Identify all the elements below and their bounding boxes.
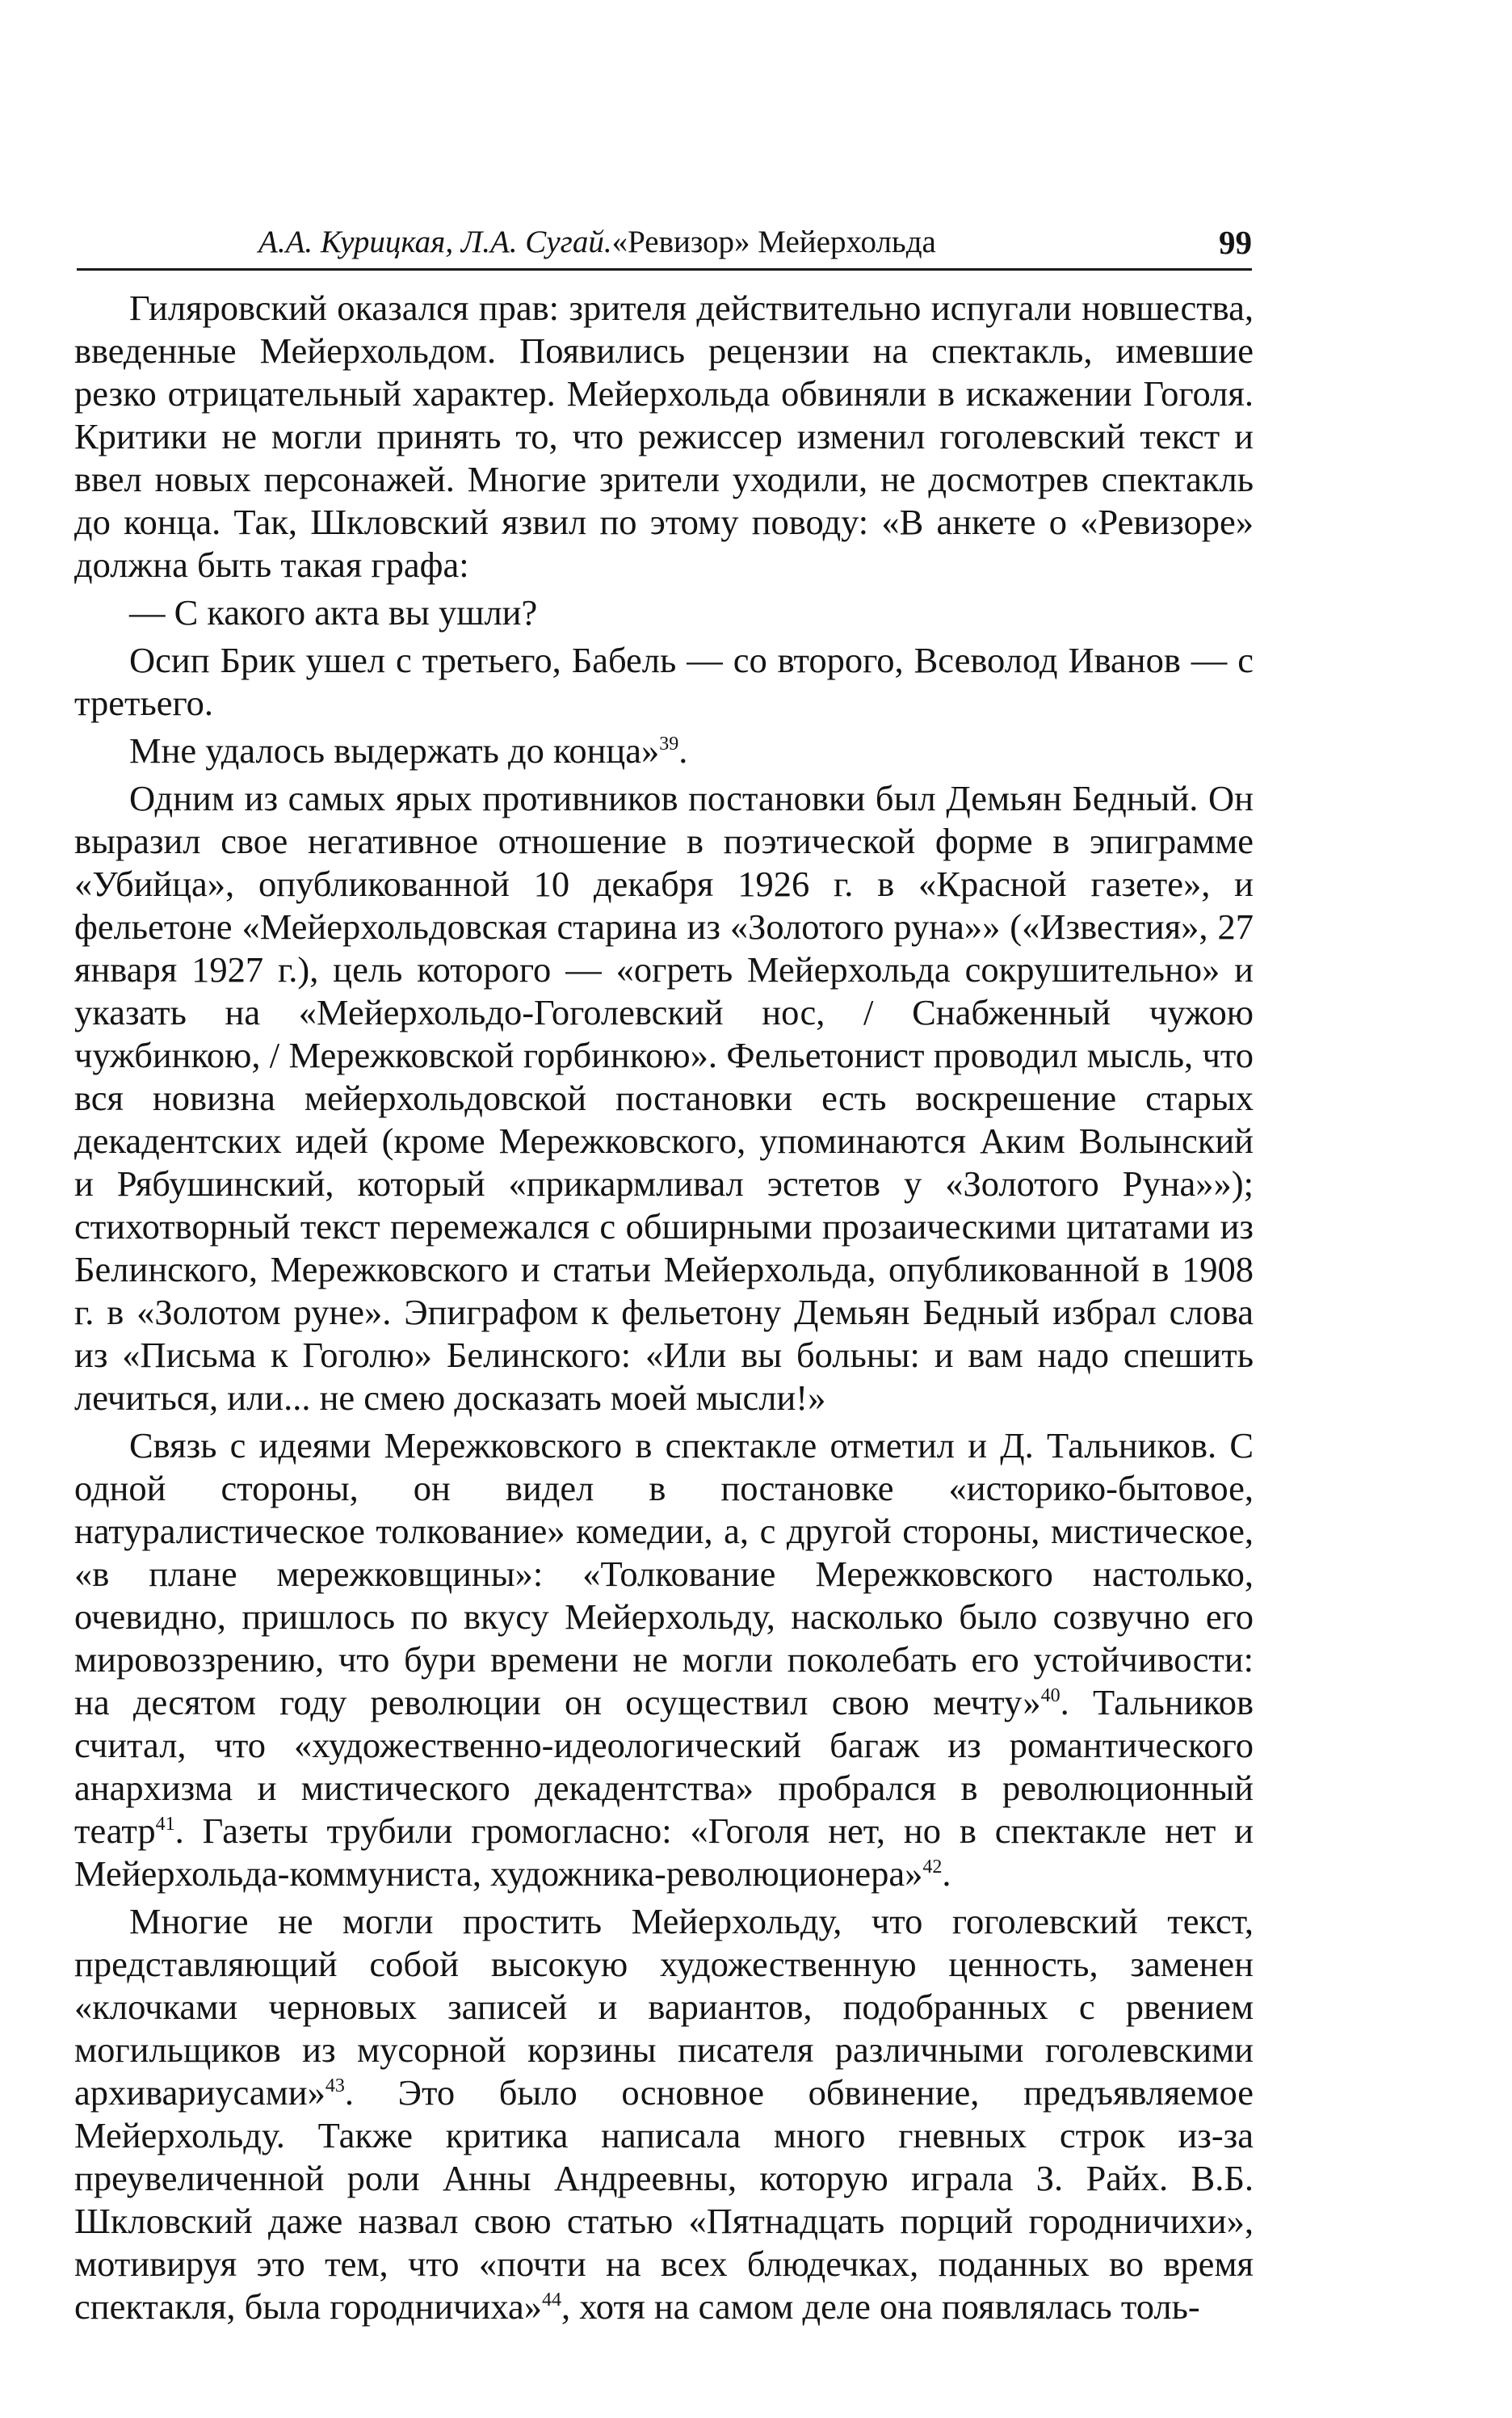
paragraph-text: — С какого акта вы ушли? bbox=[129, 592, 538, 633]
paragraph-text: . Тальников считал, что «художественно-идеологический багаж из романтического анархизма и мистического декадентства» пробрался в революционный театр bbox=[74, 1682, 1254, 1851]
paragraph-1 bbox=[74, 287, 1254, 587]
paragraph-4 bbox=[74, 730, 1254, 772]
footnote-ref: 43 bbox=[325, 2075, 345, 2097]
running-header bbox=[77, 218, 1252, 271]
header-title bbox=[258, 220, 936, 265]
header-article-title: «Ревизор» Мейерхольда bbox=[611, 225, 936, 259]
paragraph-7 bbox=[74, 1900, 1254, 2328]
paragraph-text: , хотя на самом деле она появлялась толь- bbox=[561, 2286, 1200, 2327]
paragraph-text: . bbox=[942, 1853, 951, 1894]
header-authors: А.А. Курицкая, Л.А. Сугай. bbox=[258, 225, 612, 259]
footnote-ref: 41 bbox=[155, 1814, 175, 1836]
paragraph-text: Гиляровский оказался прав: зрителя действительно испугали новшества, введенные Мейерхольдом. Появились рецензии на спектакль, имевшие резко отрицательный характер. Мейерхольда обвиняли в искажении Гоголя. Критики не могли принять то, что режиссер изменил гоголевский текст и ввел новых персонажей. Многие зрители уходили, не досмотрев спектакль до конца. Так, Шкловский язвил по этому поводу: «В анкете о «Ревизоре» должна быть такая графа: bbox=[74, 288, 1254, 585]
paragraph-text: . bbox=[678, 730, 688, 771]
paragraph-text: . Это было основное обвинение, предъявляемое Мейерхольду. Также критика написала много гневных строк из-за преувеличенной роли Анны Андреевны, которую играла З. Райх. В.Б. Шкловский даже назвал свою статью «Пятнадцать порций городничихи», мотивируя это тем, что «почти на всех блюдечках, поданных во время спектакля, была городничиха» bbox=[74, 2072, 1254, 2327]
paragraph-2 bbox=[74, 591, 1254, 634]
paragraph-3 bbox=[74, 639, 1254, 725]
footnote-ref: 39 bbox=[659, 734, 679, 755]
paragraph-text: . Газеты трубили громогласно: «Гоголя нет, но в спектакле нет и Мейерхольда-коммуниста, художника-революционера» bbox=[74, 1810, 1254, 1894]
paragraph-5 bbox=[74, 777, 1254, 1419]
footnote-ref: 42 bbox=[922, 1857, 943, 1878]
page-number: 99 bbox=[1219, 224, 1252, 261]
paragraph-text: Многие не могли простить Мейерхольду, что гоголевский текст, представляющий собой высокую художественную ценность, заменен «клочками черновых записей и вариантов, подобранных с рвением могильщиков из мусорной корзины писателя различными гоголевскими архивариусами» bbox=[74, 1901, 1254, 2113]
footnote-ref: 44 bbox=[542, 2290, 561, 2311]
paragraph-text: Осип Брик ушел с третьего, Бабель — со второго, Всеволод Иванов — с третьего. bbox=[74, 640, 1254, 723]
paragraph-text: Одним из самых ярых противников постановки был Демьян Бедный. Он выразил свое негативное отношение в поэтической форме в эпиграмме «Убийца», опубликованной 10 декабря 1926 г. в «Красной газете», и фельетоне «Мейерхольдовская старина из «Золотого руна»» («Известия», 27 января 1927 г.), цель которого — «огреть Мейерхольда сокрушительно» и указать на «Мейерхольдо-Гоголевский нос, / Снабженный чужою чужбинкою, / Мережковской горбинкою». Фельетонист проводил мысль, что вся новизна мейерхольдовской постановки есть воскрешение старых декадентских идей (кроме Мережковского, упоминаются Аким Волынский и Рябушинский, который «прикармливал эстетов у «Золотого Руна»»); стихотворный текст перемежался с обширными прозаическими цитатами из Белинского, Мережковского и статьи Мейерхольда, опубликованной в 1908 г. в «Золотом руне». Эпиграфом к фельетону Демьян Бедный избрал слова из «Письма к Гоголю» Белинского: «Или вы больны: и вам надо спешить лечиться, или... не смею досказать моей мысли!» bbox=[74, 778, 1254, 1418]
paragraph-text: Связь с идеями Мережковского в спектакле отметил и Д. Тальников. С одной стороны, он видел в постановке «историко-бытовое, натуралистическое толкование» комедии, а, с другой стороны, мистическое, «в плане мережковщины»: «Толкование Мережковского настолько, очевидно, пришлось по вкусу Мейерхольду, насколько было созвучно его мировоззрению, что бури времени не могли поколебать его устойчивости: на десятом году революции он осуществил свою мечту» bbox=[74, 1425, 1254, 1722]
paragraph-6 bbox=[74, 1424, 1254, 1895]
paragraph-text: Мне удалось выдержать до конца» bbox=[129, 730, 660, 771]
footnote-ref: 40 bbox=[1040, 1685, 1060, 1707]
body-text bbox=[74, 287, 1254, 2333]
